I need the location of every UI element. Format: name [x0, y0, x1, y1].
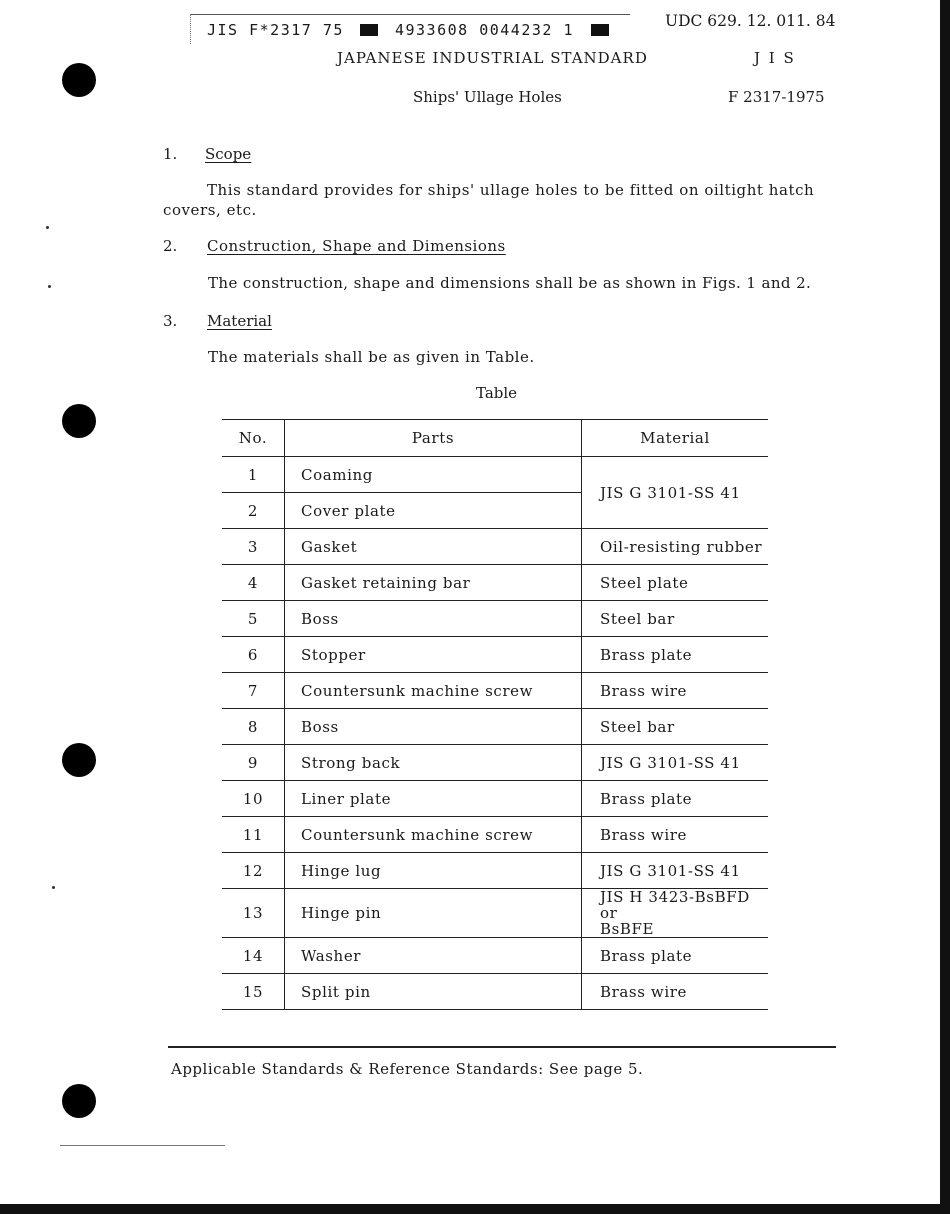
row-material: JIS G 3101-SS 41: [582, 745, 769, 781]
table-row: [222, 974, 768, 1010]
row-material: JIS G 3101-SS 41: [582, 853, 769, 889]
row-material: JIS G 3101-SS 41: [582, 457, 769, 529]
standard-number: F 2317-1975: [728, 88, 825, 106]
row-part: Countersunk machine screw: [285, 817, 582, 853]
row-material: Steel bar: [582, 709, 769, 745]
row-part: Hinge lug: [285, 853, 582, 889]
table-caption: Table: [476, 384, 518, 402]
black-block-mark: [591, 24, 609, 36]
code-line-text: JIS F*2317 75: [207, 21, 344, 39]
section-3-body: The materials shall be as given in Table.: [208, 348, 535, 366]
row-material: Steel plate: [582, 565, 769, 601]
row-part: Gasket retaining bar: [285, 565, 582, 601]
row-number: 8: [222, 709, 285, 745]
code-line-number: 4933608 0044232 1: [394, 21, 574, 39]
row-number: 10: [222, 781, 285, 817]
row-material: Steel bar: [582, 601, 769, 637]
section-2-number: 2.: [163, 237, 178, 255]
row-number: 4: [222, 565, 285, 601]
table-row: [222, 938, 768, 974]
udc-number: UDC 629. 12. 011. 84: [665, 12, 836, 30]
standard-organization: JAPANESE INDUSTRIAL STANDARD: [337, 49, 648, 67]
scan-mark: [60, 1145, 225, 1146]
row-part: Liner plate: [285, 781, 582, 817]
punch-hole: [62, 743, 96, 777]
row-material: Brass wire: [582, 974, 769, 1010]
table-row: [222, 457, 768, 493]
row-material: Brass wire: [582, 817, 769, 853]
row-number: 12: [222, 853, 285, 889]
punch-hole: [62, 63, 96, 97]
table-row: [222, 565, 768, 601]
punch-hole: [62, 404, 96, 438]
scan-edge-bottom: [0, 1204, 950, 1214]
scan-speck: [52, 886, 55, 889]
table-row: [222, 673, 768, 709]
section-1-body: covers, etc.: [163, 201, 257, 219]
section-2-body: The construction, shape and dimensions shall be as shown in Figs. 1 and 2.: [208, 274, 812, 292]
row-number: 6: [222, 637, 285, 673]
row-number: 2: [222, 493, 285, 529]
footer-divider: [168, 1046, 836, 1048]
row-part: Boss: [285, 601, 582, 637]
reference-standards-note: Applicable Standards & Reference Standards: See page 5.: [171, 1060, 644, 1078]
table-row: [222, 889, 768, 938]
row-part: Countersunk machine screw: [285, 673, 582, 709]
row-part: Cover plate: [285, 493, 582, 529]
row-number: 15: [222, 974, 285, 1010]
row-material-line1: JIS H 3423-BsBFD or: [600, 888, 750, 922]
table-row: [222, 637, 768, 673]
document-title: Ships' Ullage Holes: [413, 88, 562, 106]
row-material: Brass wire: [582, 673, 769, 709]
table-row: [222, 817, 768, 853]
row-part: Split pin: [285, 974, 582, 1010]
section-3-number: 3.: [163, 312, 178, 330]
row-part: Coaming: [285, 457, 582, 493]
black-block-mark: [360, 24, 378, 36]
table-row: [222, 781, 768, 817]
row-part: Gasket: [285, 529, 582, 565]
row-number: 7: [222, 673, 285, 709]
row-number: 9: [222, 745, 285, 781]
row-material: [582, 889, 769, 938]
materials-table: [222, 419, 768, 1010]
column-header-no: No.: [222, 420, 285, 457]
punch-hole: [62, 1084, 96, 1118]
row-part: Hinge pin: [285, 889, 582, 938]
table-row: [222, 853, 768, 889]
document-code-line: [190, 14, 630, 44]
section-1-number: 1.: [163, 145, 178, 163]
row-material: Oil-resisting rubber: [582, 529, 769, 565]
row-number: 5: [222, 601, 285, 637]
section-1-heading: Scope: [205, 145, 252, 163]
table-row: [222, 529, 768, 565]
row-number: 13: [222, 889, 285, 938]
row-number: 3: [222, 529, 285, 565]
row-material: Brass plate: [582, 637, 769, 673]
row-part: Strong back: [285, 745, 582, 781]
column-header-material: Material: [582, 420, 769, 457]
jis-label: J I S: [754, 49, 796, 67]
section-3-heading: Material: [207, 312, 272, 330]
row-number: 1: [222, 457, 285, 493]
scan-speck: [48, 285, 51, 288]
scan-edge-right: [940, 0, 950, 1214]
scan-speck: [46, 226, 49, 229]
row-part: Stopper: [285, 637, 582, 673]
table-row: [222, 745, 768, 781]
row-material: Brass plate: [582, 781, 769, 817]
row-material-line2: BsBFE: [600, 920, 655, 938]
table-header-row: [222, 420, 768, 457]
row-number: 11: [222, 817, 285, 853]
section-1-body: This standard provides for ships' ullage holes to be fitted on oiltight hatch: [207, 181, 815, 199]
table-row: [222, 601, 768, 637]
row-material: Brass plate: [582, 938, 769, 974]
table-row: [222, 709, 768, 745]
row-part: Washer: [285, 938, 582, 974]
column-header-parts: Parts: [285, 420, 582, 457]
row-number: 14: [222, 938, 285, 974]
section-2-heading: Construction, Shape and Dimensions: [207, 237, 506, 255]
row-part: Boss: [285, 709, 582, 745]
